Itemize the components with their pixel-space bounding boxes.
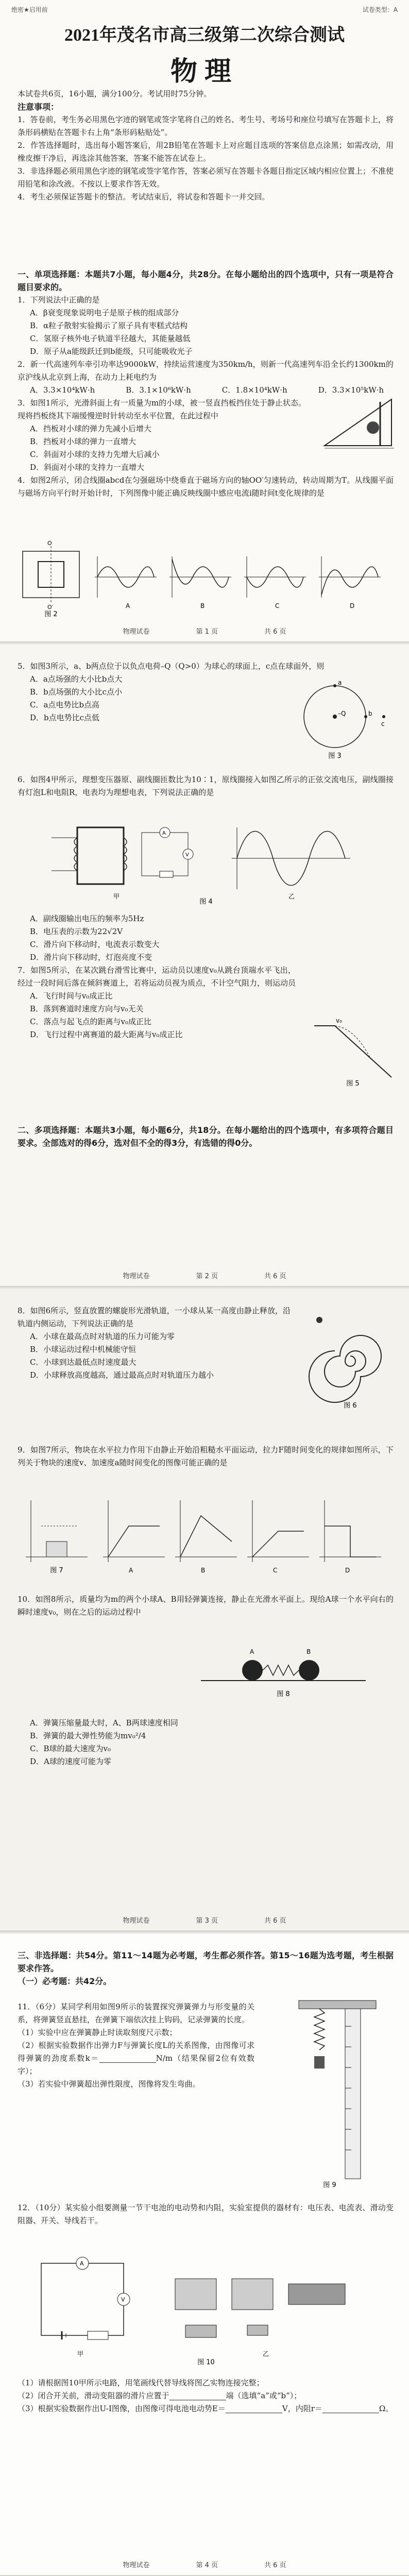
svg-text:C: C xyxy=(275,602,280,609)
exam-title: 2021年茂名市高三级第二次综合测试 xyxy=(64,26,345,45)
option: B．弹簧的最大弹性势能为mv₀²/4 xyxy=(30,1731,146,1740)
answer-blank xyxy=(169,2393,226,2400)
option: D．滑片向下移动时，灯泡亮度不变 xyxy=(30,953,152,962)
intro-text: 本试卷共6页，16小题，满分100分。考试用时75分钟。 xyxy=(18,89,212,98)
option: B．α粒子散射实验揭示了原子具有枣糕式结构 xyxy=(30,321,188,330)
exam-page-3 xyxy=(0,1289,409,1930)
question-12 xyxy=(18,2201,394,2227)
figure-5-ski-jump xyxy=(309,1015,397,1088)
footer-total: 共 6 页 xyxy=(264,2562,286,2569)
answer-blank xyxy=(99,2055,156,2063)
footer-total: 共 6 页 xyxy=(264,1273,286,1280)
subsection-heading: （一）必考题：共42分。 xyxy=(18,1976,112,1986)
svg-text:D: D xyxy=(345,1567,350,1574)
question-stem: 9．如图7所示，物块在水平拉力作用下由静止开始沿粗糙水平面运动，拉力F随时间变化的规律如图所示，下列关于物块的速度v、加速度a随时间变化的图像可能正确的是 xyxy=(18,1445,394,1467)
question-part: （1）实验中应在弹簧静止时读取刻度尺示数； xyxy=(18,2028,177,2037)
svg-text:甲: 甲 xyxy=(77,2350,84,2358)
section-heading: 一、单项选择题：本题共7小题，每小题4分，共28分。在每小题给出的四个选项中，只有一项是符合题目要求的。 xyxy=(18,269,394,292)
page-footer xyxy=(0,626,409,636)
option: B．电压表的示数为22√2V xyxy=(30,927,123,936)
question-stem: 8．如图6所示，竖直放置的螺旋形光滑轨道，一小球从某一高度由静止释放，沿轨道内侧运动，下列说法正确的是 xyxy=(18,1306,291,1328)
question-part: （3）若实验中弹簧超出弹性限度，图像将发生弯曲。 xyxy=(18,2079,200,2089)
figure-caption: 图 9 xyxy=(323,2181,336,2189)
question-stem: 10．如图8所示，质量均为m的两个小球A、B用轻弹簧连接，静止在光滑水平面上。现给A球一个水平向右的瞬时速度v₀，则在之后的运动过程中 xyxy=(18,1595,394,1617)
question-part: （3）根据实验数据作出U-I图像，由图像可得电池电动势E＝ xyxy=(18,2404,226,2413)
svg-text:乙: 乙 xyxy=(263,2350,269,2358)
question-stem: 7．如图5所示，在某次跳台滑雪比赛中，运动员以速度v₀从跳台顶端水平飞出，经过一段时间后落在倾斜赛道上，若将运动员视为质点，不计空气阻力，则运动员 xyxy=(18,965,296,988)
figure-4-transformer xyxy=(46,817,366,905)
svg-text:B: B xyxy=(306,1648,311,1655)
option: D．小球释放高度越高，通过最高点时对轨道压力越小 xyxy=(30,1370,214,1380)
option: D．飞行过程中离赛道的最大距离与v₀成正比 xyxy=(30,1030,183,1039)
option: A．a点场强的大小比b点大 xyxy=(30,674,123,684)
svg-text:B: B xyxy=(201,1567,206,1574)
section-heading: 三、非选择题：共54分。第11～14题为必考题，考生都必须作答。第15～16题为选考题，考生根据要求作答。 xyxy=(18,1951,394,1973)
option: A．飞行时间与v₀成正比 xyxy=(30,991,113,1001)
svg-text:c: c xyxy=(381,720,385,727)
footer-subject: 物理试卷 xyxy=(123,1273,150,1280)
options-10 xyxy=(18,1717,394,1768)
answer-blank xyxy=(226,2405,282,2413)
svg-text:甲: 甲 xyxy=(113,893,120,900)
question-stem: 3．如图1所示，光滑斜面上有一质量为m的小球，被一竖直挡板挡住处于静止状态。现将挡板绕其下端缓慢逆时针转动至水平位置，在此过程中 xyxy=(18,398,306,420)
question-part: （1）请根据图10甲所示电路，用笔画线代替导线将图乙实物连接完整； xyxy=(18,2378,264,2387)
option: C．a点电势比b点高 xyxy=(30,700,100,709)
figure-caption: 图 5 xyxy=(346,1080,360,1088)
svg-text:A: A xyxy=(80,2260,84,2267)
svg-text:O′: O′ xyxy=(47,604,54,611)
option: C．1.8×10⁴kW·h xyxy=(221,385,287,395)
figure-caption: 图 10 xyxy=(197,2359,215,2366)
page-footer xyxy=(0,2560,409,2569)
figure-caption: 图 7 xyxy=(50,1567,63,1574)
footer-page: 第 1 页 xyxy=(196,628,218,636)
exam-page-1 xyxy=(0,0,409,641)
question-6 xyxy=(18,773,394,799)
option: D．A球的速度可能为零 xyxy=(30,1757,111,1766)
svg-text:b: b xyxy=(368,710,372,717)
question-stem: 1．下列说法中正确的是 xyxy=(18,295,100,304)
question-stem: 6．如图4甲所示，理想变压器原、副线圈匝数比为10∶1，原线圈接入如图乙所示的正弦交流电压，副线圈接有灯泡L和电阻R，电表均为理想电表，下列说法正确的是 xyxy=(18,775,394,797)
page-header xyxy=(11,5,398,15)
svg-text:–Q: –Q xyxy=(338,710,346,717)
exam-subject: 物理 xyxy=(170,57,238,87)
figure-2-coil-graphs xyxy=(18,541,394,618)
option: A．小球在最高点时对轨道的压力可能为零 xyxy=(30,1332,175,1341)
notice-item: 1．答卷前，考生务必用黑色字迹的钢笔或签字笔将自己的姓名、考生号、考场号和座位号填写在答题卡上，将条形码横贴在答题卡右上角“条形码粘贴处”。 xyxy=(18,115,394,137)
option: D．斜面对小球的支持力一直增大 xyxy=(30,463,145,472)
confidential-label: 绝密★启用前 xyxy=(11,6,48,13)
option: D．原子从a能级跃迁到b能级，只可能吸收光子 xyxy=(30,347,193,356)
notice-item: 2．作答选择题时，选出每小题答案后，用2B铅笔在答题卡上对应题目选项的答案信息点涂黑；如需改动，用橡皮擦干净后，再选涂其他答案，答案不能答在试卷上。 xyxy=(18,141,394,163)
svg-text:A: A xyxy=(162,831,166,836)
option: B．小球运动过程中机械能守恒 xyxy=(30,1345,137,1354)
svg-text:V: V xyxy=(121,2296,125,2303)
svg-text:D: D xyxy=(350,602,355,609)
notice-heading: 注意事项： xyxy=(18,102,59,112)
question-part: V，内阻r＝ xyxy=(282,2404,322,2413)
question-stem: 4．如图2所示，闭合线圈abcd在匀强磁场中绕垂直于磁场方向的轴OO′匀速转动，转动周期为T。从线圈平面与磁场方向平行时开始计时，下列图像中能正确反映线圈中感应电流i随时间t变化规律的是 xyxy=(18,476,394,498)
svg-text:A: A xyxy=(250,1648,254,1655)
notice-block xyxy=(18,88,394,204)
paper-type-label: 试卷类型：A xyxy=(362,6,398,13)
footer-subject: 物理试卷 xyxy=(123,628,150,636)
figure-caption: 图 6 xyxy=(344,1402,357,1410)
svg-text:V: V xyxy=(185,852,189,858)
question-stem: 12．（10分）某实验小组要测量一节干电池的电动势和内阻，实验室提供的器材有：电压表、电流表、滑动变阻器、开关、导线若干。 xyxy=(18,2203,394,2225)
option: C．落点与起飞点的距离与v₀成正比 xyxy=(30,1017,151,1026)
footer-total: 共 6 页 xyxy=(264,628,286,636)
option: D．b点电势比c点低 xyxy=(30,713,100,722)
option: B．3.1×10⁶kW·h xyxy=(126,385,191,395)
figure-6-spiral xyxy=(304,1310,397,1413)
footer-page: 第 3 页 xyxy=(196,1917,218,1925)
section-1 xyxy=(18,268,394,500)
page-footer xyxy=(0,1915,409,1925)
section-heading: 二、多项选择题：本题共3小题，每小题6分，共18分。在每小题给出的四个选项中，有多项符合题目要求。全部选对的得6分，选对但不全的得3分，有选错的得0分。 xyxy=(18,1125,394,1148)
svg-text:O: O xyxy=(47,541,52,547)
option: C．氢原子核外电子轨道半径越大，其能量越低 xyxy=(30,334,191,343)
section-3 xyxy=(18,1949,394,1988)
figure-3-sphere xyxy=(288,675,391,763)
option: C．小球到达最低点时速度最大 xyxy=(30,1358,137,1367)
figure-caption: 图 4 xyxy=(199,898,213,905)
figure-10-circuit xyxy=(31,2248,381,2366)
svg-text:A: A xyxy=(129,1567,133,1574)
option: C．B球的最大速度为v₀ xyxy=(30,1744,111,1753)
svg-text:B: B xyxy=(200,602,205,609)
footer-page: 第 4 页 xyxy=(196,2562,218,2569)
page-footer xyxy=(0,1270,409,1280)
option: C．斜面对小球的支持力先增大后减小 xyxy=(30,450,160,459)
question-12-parts xyxy=(18,2377,394,2415)
option: C．滑片向下移动时，电流表示数变大 xyxy=(30,940,160,949)
figure-caption: 图 8 xyxy=(277,1690,290,1698)
question-part: 端（选填“a”或“b”）； xyxy=(226,2391,302,2400)
question-part: （2）闭合开关前，滑动变阻器的滑片应置于 xyxy=(18,2391,169,2400)
question-part: N/m（结果保留2位有效数字）； xyxy=(18,2054,255,2076)
footer-subject: 物理试卷 xyxy=(123,2562,150,2569)
question-stem: 2．新一代高速列车牵引功率达9000kW，持续运营速度为350km/h，则新一代高速列车沿全长约1300km的京沪线从北京到上海，在动力上耗电约为 xyxy=(18,360,394,382)
svg-text:v₀: v₀ xyxy=(336,1017,342,1024)
notice-item: 4．考生必须保证答题卡的整洁。考试结束后，将试卷和答题卡一并交回。 xyxy=(18,192,270,201)
option: D．3.3×10⁵kW·h xyxy=(318,385,384,395)
question-8 xyxy=(18,1304,291,1382)
exam-page-4 xyxy=(0,1934,409,2575)
question-part: （2）根据实验数据作出弹力F与弹簧长度L的关系图像，由图像可求得弹簧的劲度系数k＝ xyxy=(18,2041,254,2063)
option: A．副线圈输出电压的频率为5Hz xyxy=(30,914,144,923)
exam-page-2 xyxy=(0,645,409,1286)
section-2-heading xyxy=(18,1124,394,1149)
question-stem: 5．如图3所示，a、b两点位于以负点电荷–Q（Q>0）为球心的球面上，c点在球面外，则 xyxy=(18,662,325,671)
option: A．3.3×10⁴kW·h xyxy=(30,385,95,395)
figure-9-spring-scale xyxy=(268,1995,391,2191)
answer-blank xyxy=(322,2405,379,2413)
question-10 xyxy=(18,1593,394,1619)
svg-text:C: C xyxy=(273,1567,278,1574)
notice-item: 3．非选择题必须用黑色字迹的钢笔或签字笔作答，答案必须写在答题卡各题目指定区域内相应位置上；不准使用铅笔和涂改液。不按以上要求作答无效。 xyxy=(18,166,394,189)
question-stem: 11．（6分）某同学利用如图9所示的装置探究弹簧弹力与形变量的关系，将弹簧竖直悬挂，在弹簧下端依次挂上钩码，记录弹簧的长度。 xyxy=(18,2002,254,2024)
option: B．落到赛道时速度方向与v₀无关 xyxy=(30,1004,144,1013)
figure-caption: 图 2 xyxy=(44,611,58,618)
figure-8-balls-spring xyxy=(196,1645,371,1701)
figure-1-incline xyxy=(319,392,397,453)
question-9 xyxy=(18,1444,394,1469)
svg-text:乙: 乙 xyxy=(288,893,295,900)
svg-text:A: A xyxy=(126,602,130,609)
svg-text:a: a xyxy=(338,679,342,686)
question-11 xyxy=(18,2001,254,2091)
option: A．β衰变现象说明电子是原子核的组成部分 xyxy=(30,308,179,317)
footer-total: 共 6 页 xyxy=(264,1917,286,1925)
question-part: Ω。 xyxy=(379,2404,394,2413)
option: B．挡板对小球的弹力一直增大 xyxy=(30,437,137,446)
footer-page: 第 2 页 xyxy=(196,1273,218,1280)
option: B．b点场强的大小比c点小 xyxy=(30,687,123,697)
option: A．弹簧压缩量最大时，A、B两球速度相同 xyxy=(30,1718,178,1727)
option: A．挡板对小球的弹力先减小后增大 xyxy=(30,424,151,433)
figure-caption: 图 3 xyxy=(328,752,342,760)
figure-7-graphs xyxy=(21,1490,391,1578)
footer-subject: 物理试卷 xyxy=(123,1917,150,1925)
